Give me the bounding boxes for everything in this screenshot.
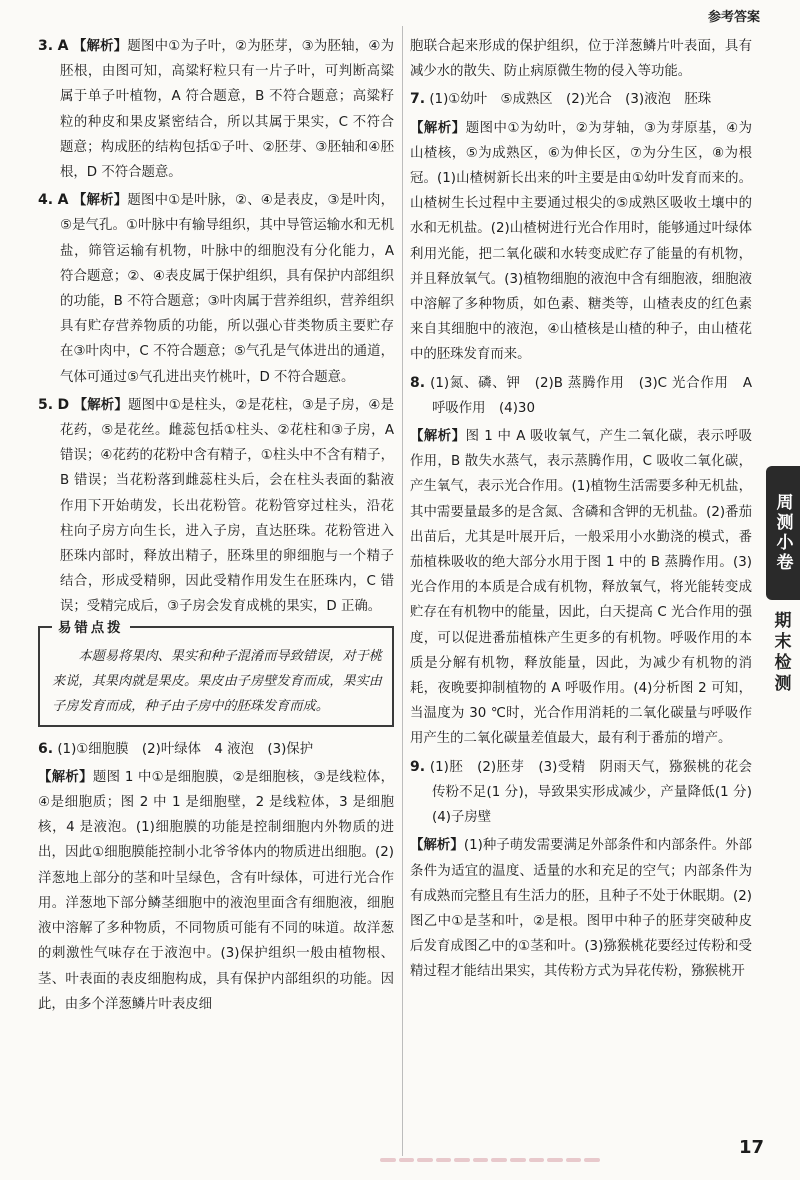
- analysis-tag: 【解析】: [410, 838, 464, 854]
- analysis-text: 题图中①为子叶，②为胚芽，③为胚轴，④为胚根，由图可知，高粱籽粒只有一片子叶，可判断高粱属于单子叶植物，A 符合题意，B 不符合题意；高粱籽粒的种皮和果皮紧密结合，所以其属于果实，C 不符合题意；构成胚的结构包括①子叶、②胚芽、③胚轴和④胚根，D 不符合题意。: [60, 39, 395, 181]
- question-7-analysis: [410, 116, 752, 368]
- question-6: [38, 737, 394, 762]
- column-divider: [402, 26, 403, 1156]
- analysis-tag: 【解析】: [72, 193, 128, 209]
- right-column: [410, 34, 766, 988]
- answer-text: (1)胚 (2)胚芽 (3)受精 阴雨天气，猕猴桃的花会传粉不足(1 分)，导致果实形成减少，产量降低(1 分) (4)子房壁: [429, 759, 766, 826]
- question-9-analysis: [410, 833, 752, 984]
- analysis-tag: 【解析】: [72, 39, 128, 54]
- analysis-text: 题图中①为幼叶，②为芽轴，③为芽原基，④为山楂核，⑤为成熟区，⑥为伸长区，⑦为分生区，⑧为根冠。(1)山楂树新长出来的叶主要是由①幼叶发育而来的。山楂树生长过程中主要通过根尖的⑤成熟区吸收土壤中的水和无机盐。(2)山楂树进行光合作用时，能够通过叶绿体利用光能，把二氧化碳和水转变成贮存了能量的有机物，并且释放氧气。(3)植物细胞的液泡中含有细胞液，细胞液中溶解了多种物质，如色素、糖类等，山楂表皮的红色素来自其细胞中的液泡，④山楂核是山楂的种子，由山楂花中的胚珠发育而来。: [410, 120, 752, 363]
- page-header-title: 参考答案: [707, 10, 760, 25]
- analysis-tag: 【解析】: [38, 769, 93, 785]
- question-6-continued: [410, 34, 752, 84]
- answer-text: (1)①幼叶 ⑤成熟区 (2)光合 (3)液泡 胚珠: [429, 92, 712, 108]
- error-tip-box: [38, 620, 394, 727]
- question-9: [410, 755, 766, 831]
- question-number: 9.: [410, 758, 426, 775]
- analysis-tag: 【解析】: [73, 397, 128, 413]
- answer-text: (1)①细胞膜 (2)叶绿体 4 液泡 (3)保护: [57, 741, 314, 757]
- analysis-tag: 【解析】: [410, 429, 466, 445]
- answer-letter: D: [57, 396, 70, 413]
- side-tab-weekly-quiz: 周测小卷: [766, 466, 800, 600]
- question-8-analysis: [410, 424, 752, 752]
- question-5: [38, 393, 394, 620]
- analysis-text: 题图中①是叶脉，②、④是表皮，③是叶肉，⑤是气孔。①叶脉中有输导组织，其中导管运输水和无机盐，筛管运输有机物，叶脉中的细胞没有分化能力，A 符合题意；②、④表皮属于保护组织，具有保护内部组织的功能，B 不符合题意；③叶肉属于营养组织，营养组织具有贮存营养物质的功能，所以强心苷类物质主要贮存在③叶肉中，C 不符合题意；⑤气孔是气体进出的通道，气体可通过⑤气孔进出夹竹桃叶，D 不符合题意。: [60, 193, 395, 385]
- analysis-tag: 【解析】: [410, 120, 466, 136]
- error-tip-title: 易错点拨: [52, 616, 130, 641]
- question-6-analysis: [38, 765, 394, 1017]
- question-number: 7.: [410, 91, 426, 108]
- analysis-text: 胞联合起来形成的保护组织，位于洋葱鳞片叶表面，具有减少水的散失、防止病原微生物的侵入等功能。: [410, 39, 752, 80]
- question-number: 6.: [38, 740, 54, 757]
- footer-decoration: [380, 1158, 600, 1164]
- left-column: [38, 34, 394, 1020]
- answer-text: (1)氮、磷、钾 (2)B 蒸腾作用 (3)C 光合作用 A 呼吸作用 (4)30: [430, 375, 752, 416]
- question-number: 8.: [410, 374, 426, 391]
- question-number: 4.: [38, 192, 54, 209]
- analysis-text: (1)种子萌发需要满足外部条件和内部条件。外部条件为适宜的温度、适量的水和充足的空气；内部条件为有成熟而完整且有生活力的胚，且种子不处于休眠期。(2)图乙中①是茎和叶，②是根。图甲中种子的胚芽突破种皮后发育成图乙中的①茎和叶。(3)猕猴桃花要经过传粉和受精过程才能结出果实，其传粉方式为异花传粉，猕猴桃开: [410, 838, 753, 980]
- analysis-text: 题图中①是柱头，②是花柱，③是子房，④是花药，⑤是花丝。雌蕊包括①柱头、②花柱和③子房，A 错误；④花药的花粉中含有精子，①柱头中不含有精子，B 错误；当花粉落到雌蕊柱头后，会在柱头表面的黏液作用下开始萌发，长出花粉管。花粉管穿过柱头，沿花柱向子房方向生长，进入子房，直达胚珠。花粉管进入胚珠内部时，释放出精子，胚珠里的卵细胞与一个精子结合，形成受精卵，因此受精作用发生在胚珠内，C 错误；受精完成后，③子房会发育成桃的果实，D 正确。: [60, 397, 395, 615]
- question-3: [38, 34, 394, 185]
- question-8: [410, 371, 752, 421]
- error-tip-text: 本题易将果肉、果实和种子混淆而导致错误，对于桃来说，其果肉就是果皮。果皮由子房壁发育而成，果实由子房发育而成，种子由子房中的胚珠发育而成。: [52, 648, 382, 714]
- side-tab-final-exam: 期末检测: [770, 611, 791, 695]
- answer-letter: A: [57, 38, 69, 54]
- page-number: 17: [738, 1137, 764, 1158]
- analysis-text: 图 1 中 A 吸收氧气，产生二氧化碳，表示呼吸作用，B 散失水蒸气，表示蒸腾作用，C 吸收二氧化碳，产生氧气，表示光合作用。(1)植物生活需要多种无机盐，其中需要量最多的是含氮、含磷和含钾的无机盐。(2)番茄出苗后，尤其是叶展开后，一般采用小水勤浇的模式，番茄植株吸收的绝大部分水用于图 1 中的 B 蒸腾作用。(3)光合作用的本质是合成有机物，释放氧气，将光能转变成贮存在有机物中的能量，因此，白天提高 C 光合作用的强度，可以促进番茄植株产生更多的有机物。呼吸作用的本质是分解有机物，释放能量，因此，为减少有机物的消耗，夜晚要抑制植物的 A 呼吸作用。(4)分析图 2 可知，当温度为 30 ℃时，光合作用消耗的二氧化碳量与呼吸作用产生的二氧化碳量差值最大，最有利于番茄的增产。: [410, 429, 752, 747]
- answer-letter: A: [57, 192, 69, 209]
- analysis-text: 题图 1 中①是细胞膜，②是细胞核，③是线粒体，④是细胞质；图 2 中 1 是细胞壁，2 是线粒体，3 是细胞核，4 是液泡。(1)细胞膜的功能是控制细胞内外物质的进出，因此①细胞膜能控制小北爷爷体内的物质进出细胞。(2)洋葱地上部分的茎和叶呈绿色，含有叶绿体，可进行光合作用。洋葱地下部分鳞茎细胞中的液泡里面含有细胞液，细胞液中溶解了多种物质，不同物质可能有不同的味道。故洋葱的刺激性气味存在于液泡中。(3)保护组织一般由植物根、茎、叶表面的表皮细胞构成，具有保护内部组织的功能。因此，由多个洋葱鳞片叶表皮细: [38, 769, 395, 1012]
- question-4: [38, 188, 394, 390]
- question-number: 5.: [38, 396, 54, 413]
- question-number: 3.: [38, 38, 54, 54]
- question-7: [410, 87, 752, 112]
